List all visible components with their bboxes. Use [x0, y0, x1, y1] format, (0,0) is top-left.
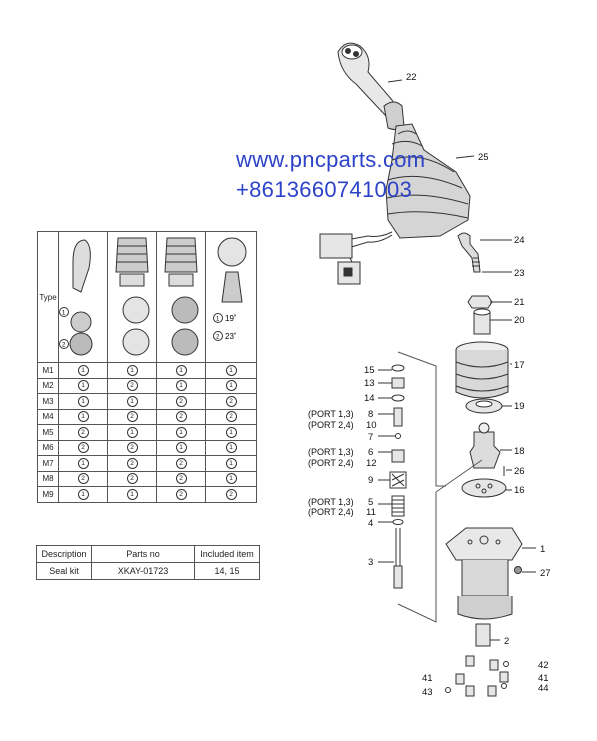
callout-15: 15: [364, 365, 375, 376]
bushing: [474, 309, 490, 334]
type-cell-value: 1: [78, 411, 89, 422]
type-cell-value: 2: [226, 411, 237, 422]
callout-21: 21: [514, 297, 525, 308]
seal-parts-no: XKAY-01723: [92, 563, 195, 580]
callout-17: 17: [514, 360, 525, 371]
type-cell-value: 1: [127, 489, 138, 500]
type-cell: [206, 425, 257, 441]
type-row-name: M4: [38, 409, 59, 425]
type-cell-value: 1: [78, 380, 89, 391]
type-cell-value: 1: [176, 427, 187, 438]
type-cell: [157, 409, 206, 425]
type-cell: [108, 378, 157, 394]
type-cell: [206, 363, 257, 379]
seal-description: Seal kit: [37, 563, 92, 580]
type-cell-value: 2: [127, 458, 138, 469]
type-row: [38, 487, 257, 503]
type-cell-value: 2: [127, 411, 138, 422]
callout-14: 14: [364, 393, 375, 404]
callout-27: 27: [540, 568, 551, 579]
callout-20: 20: [514, 315, 525, 326]
type-cell: [59, 471, 108, 487]
type-cell: [157, 363, 206, 379]
type-cell: [157, 471, 206, 487]
type-cell-value: 2: [176, 458, 187, 469]
type-cell: [59, 487, 108, 503]
seal-header-included: Included item: [195, 546, 260, 563]
type-row-name: M8: [38, 471, 59, 487]
type-row-name: M6: [38, 440, 59, 456]
type-cell-value: 1: [78, 458, 89, 469]
type-cell-value: 1: [78, 489, 89, 500]
callout-4: 4: [368, 518, 374, 529]
type-table: [37, 231, 257, 503]
type-cell: [206, 409, 257, 425]
type-cell: [157, 487, 206, 503]
type-cell-value: 2: [78, 473, 89, 484]
callout-13: 13: [364, 378, 375, 389]
type-illustration-1: [59, 232, 108, 363]
type-cell: [108, 409, 157, 425]
type-row: [38, 363, 257, 379]
type-cell-value: 1: [127, 365, 138, 376]
type-cell-value: 1: [78, 396, 89, 407]
type-cell: [59, 425, 108, 441]
type-cell-value: 1: [127, 427, 138, 438]
type-cell-value: 1: [127, 396, 138, 407]
type-row: [38, 471, 257, 487]
type-illustration-4: [206, 232, 257, 363]
callout-11: 11: [366, 507, 376, 518]
wire-harness: [320, 232, 392, 284]
adjusting-rod: [458, 233, 480, 272]
joystick-handle: [338, 43, 404, 130]
type-cell-value: 1: [226, 427, 237, 438]
type-cell: [59, 394, 108, 410]
type-cell-value: 1: [176, 380, 187, 391]
type-row-name: M5: [38, 425, 59, 441]
type-cell: [108, 471, 157, 487]
spool-stack: [390, 365, 406, 588]
callout-3: 3: [368, 557, 374, 568]
type-cell: [108, 394, 157, 410]
type-cell-value: 2: [127, 473, 138, 484]
circle-label-1: 1: [62, 310, 66, 317]
type-row-name: M2: [38, 378, 59, 394]
type-row: [38, 409, 257, 425]
type-row: [38, 394, 257, 410]
type-cell: [59, 440, 108, 456]
callout-22: 22: [406, 72, 417, 83]
callout-42: 42: [538, 660, 549, 671]
callout-16: 16: [514, 485, 525, 496]
type-cell-value: 2: [176, 396, 187, 407]
callout-41-left: 41: [422, 673, 433, 684]
callout-44: 44: [538, 683, 549, 694]
type-row-name: M7: [38, 456, 59, 472]
type-cell-value: 2: [176, 473, 187, 484]
bellows-cover: [456, 342, 508, 398]
type-cell: [59, 456, 108, 472]
type-cell-value: 1: [226, 473, 237, 484]
type-cell: [157, 440, 206, 456]
disc-cam: [470, 423, 500, 468]
type-cell-value: 1: [226, 365, 237, 376]
callout-41-right: 41: [538, 673, 549, 684]
type-row-name: M1: [38, 363, 59, 379]
type-cell-value: 1: [78, 365, 89, 376]
seal-kit-table: [36, 545, 260, 580]
type-cell: [108, 440, 157, 456]
svg-text:1: 1: [216, 316, 220, 323]
type-row: [38, 378, 257, 394]
fittings: [446, 656, 509, 696]
type-cell-value: 2: [226, 489, 237, 500]
port-label-13-c: (PORT 1,3): [308, 497, 354, 507]
type-row: [38, 440, 257, 456]
type-cell: [206, 440, 257, 456]
type-cell-value: 2: [78, 442, 89, 453]
type-row-name: M9: [38, 487, 59, 503]
callout-12: 12: [366, 458, 377, 469]
type-cell: [206, 378, 257, 394]
type-row: [38, 456, 257, 472]
type-row-name: M3: [38, 394, 59, 410]
callout-6: 6: [368, 447, 374, 458]
guide-plate: [462, 479, 506, 497]
port-label-13-b: (PORT 1,3): [308, 447, 354, 457]
type-cell: [206, 471, 257, 487]
callout-10: 10: [366, 420, 377, 431]
type-cell-value: 2: [127, 442, 138, 453]
callout-8: 8: [368, 409, 374, 420]
seal-header-description: Description: [37, 546, 92, 563]
bushing-lower: [476, 624, 490, 646]
type-cell: [206, 394, 257, 410]
plate: [466, 399, 502, 413]
port-label-24-c: (PORT 2,4): [308, 507, 354, 517]
callout-43: 43: [422, 687, 433, 698]
port-label-13-a: (PORT 1,3): [308, 409, 354, 419]
type-cell-value: 2: [176, 411, 187, 422]
callout-19: 19: [514, 401, 525, 412]
circle-label-2: 2: [62, 342, 66, 349]
type-row: [38, 425, 257, 441]
angle-19: 19˚: [225, 314, 237, 323]
angle-23: 23˚: [225, 332, 237, 341]
type-cell-value: 1: [226, 380, 237, 391]
type-cell-value: 1: [176, 365, 187, 376]
port-label-24-b: (PORT 2,4): [308, 458, 354, 468]
type-cell: [59, 409, 108, 425]
type-cell: [157, 378, 206, 394]
callout-1: 1: [540, 544, 546, 555]
callout-25: 25: [478, 152, 489, 163]
plug: [515, 567, 522, 574]
type-cell-value: 1: [226, 458, 237, 469]
callout-5: 5: [368, 497, 374, 508]
casing: [446, 528, 522, 619]
nut: [468, 296, 492, 308]
type-cell: [108, 487, 157, 503]
watermark-url: www.pncparts.com: [236, 147, 426, 172]
type-cell: [108, 363, 157, 379]
callout-2: 2: [504, 636, 510, 647]
svg-text:2: 2: [216, 334, 220, 341]
type-cell: [59, 378, 108, 394]
type-cell: [157, 425, 206, 441]
type-cell: [206, 456, 257, 472]
type-cell: [206, 487, 257, 503]
type-cell: [108, 425, 157, 441]
seal-included: 14, 15: [195, 563, 260, 580]
type-cell-value: 2: [176, 489, 187, 500]
callout-26: 26: [514, 466, 525, 477]
type-header: Type: [38, 232, 59, 363]
type-illustration-3: [157, 232, 206, 363]
seal-header-parts-no: Parts no: [92, 546, 195, 563]
port-label-24-a: (PORT 2,4): [308, 420, 354, 430]
type-cell-value: 2: [127, 380, 138, 391]
type-cell: [157, 394, 206, 410]
callout-24: 24: [514, 235, 525, 246]
callout-9: 9: [368, 475, 374, 486]
type-cell: [59, 363, 108, 379]
type-cell: [108, 456, 157, 472]
callout-7: 7: [368, 432, 374, 443]
type-cell-value: 2: [78, 427, 89, 438]
type-cell-value: 1: [176, 442, 187, 453]
callout-18: 18: [514, 446, 525, 457]
type-illustration-2: [108, 232, 157, 363]
type-cell-value: 1: [226, 442, 237, 453]
watermark-phone: +8613660741003: [236, 177, 413, 202]
type-cell-value: 2: [226, 396, 237, 407]
type-cell: [157, 456, 206, 472]
callout-23: 23: [514, 268, 525, 279]
